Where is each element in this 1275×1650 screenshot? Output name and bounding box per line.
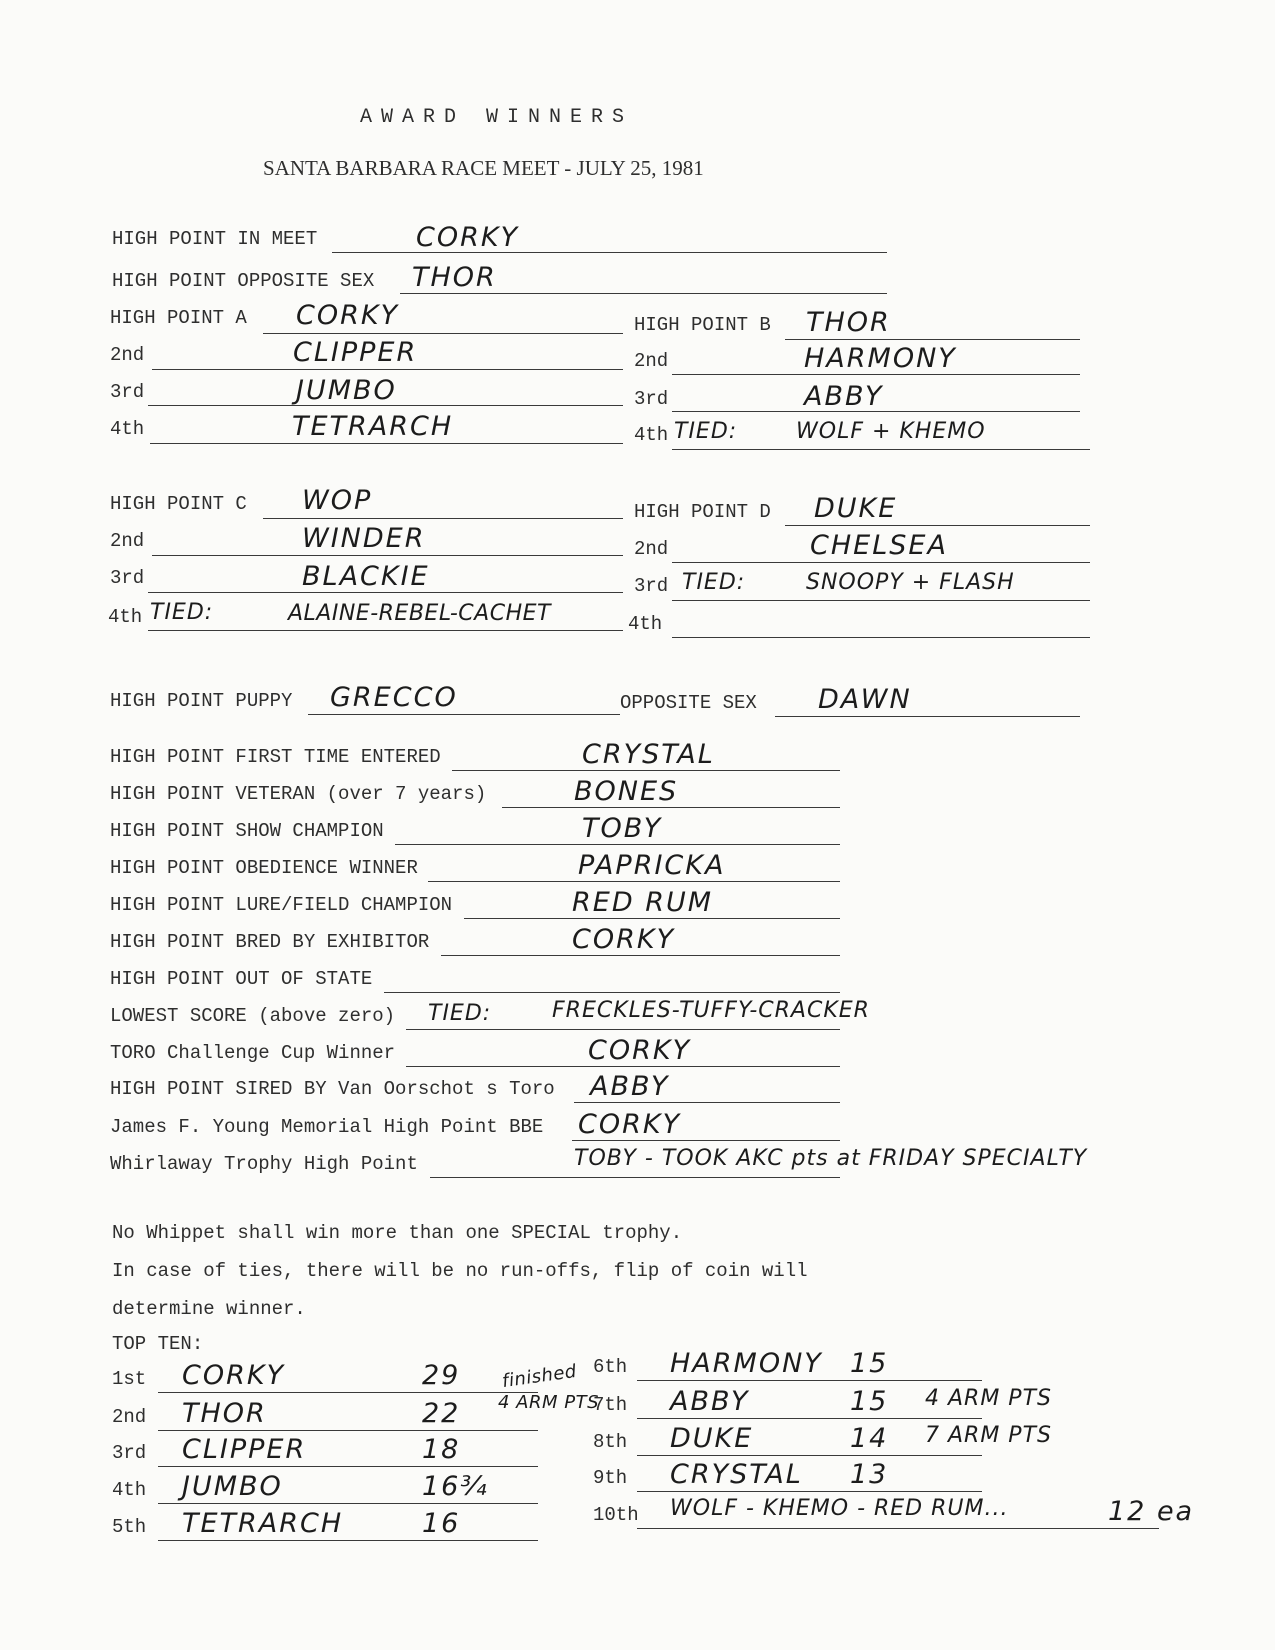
label-a-4th: 4th [110,418,145,440]
special-award-label: LOWEST SCORE (above zero) [110,1005,396,1027]
line-d-4 [672,637,1090,638]
special-award-value: CORKY [588,1035,692,1066]
top-ten-line [637,1528,1159,1529]
top-ten-name: CORKY [182,1360,286,1391]
line-b-4 [672,449,1090,450]
label-d-2nd: 2nd [634,538,669,560]
value-b-4th: WOLF + KHEMO [796,419,986,444]
top-ten-score: 16¾ [422,1471,489,1502]
special-award-label: HIGH POINT SIRED BY Van Oorschot s Toro [110,1078,555,1100]
special-award-line [464,918,840,919]
top-ten-place: 2nd [112,1406,147,1428]
label-c-2nd: 2nd [110,530,145,552]
top-ten-line [158,1503,538,1504]
line-puppy [308,714,620,715]
value-c-4th: ALAINE-REBEL-CACHET [288,601,551,626]
line-a-1 [263,333,623,334]
top-ten-score: 22 [422,1398,461,1429]
value-high-point-meet: CORKY [416,222,520,253]
special-award-tied-note: TIED: [428,1001,492,1026]
top-ten-score: 13 [850,1459,889,1490]
special-award-line [502,807,840,808]
special-award-line [452,770,840,771]
top-ten-place: 4th [112,1479,147,1501]
special-award-line [441,955,840,956]
top-ten-name: WOLF - KHEMO - RED RUM... [670,1496,1009,1521]
note-finished: finished [500,1360,579,1393]
tied-note-c-4th: TIED: [150,600,214,625]
top-ten-place: 7th [593,1394,628,1416]
top-ten-place: 9th [593,1467,628,1489]
top-ten-name: CLIPPER [182,1434,307,1465]
value-high-point-b: THOR [806,307,891,338]
special-award-label: HIGH POINT SHOW CHAMPION [110,820,384,842]
special-award-label: James F. Young Memorial High Point BBE [110,1116,544,1138]
label-puppy-opposite-sex: OPPOSITE SEX [620,692,757,714]
top-ten-name: TETRARCH [182,1508,344,1539]
special-award-label: HIGH POINT OUT OF STATE [110,968,373,990]
special-award-value: CRYSTAL [582,739,715,770]
line-c-2 [152,555,623,556]
label-high-point-puppy: HIGH POINT PUPPY [110,690,293,712]
top-ten-line [637,1455,982,1456]
top-ten-name: ABBY [670,1386,750,1417]
top-ten-line [637,1380,982,1381]
rule-line-1: No Whippet shall win more than one SPECIAL trophy. [112,1222,683,1244]
label-b-3rd: 3rd [634,388,669,410]
special-award-line [574,1102,840,1103]
value-b-2nd: HARMONY [804,343,957,374]
special-award-value: TOBY [582,813,663,844]
top-ten-place: 5th [112,1516,147,1538]
label-a-2nd: 2nd [110,344,145,366]
top-ten-score: 14 [850,1423,889,1454]
special-award-label: HIGH POINT BRED BY EXHIBITOR [110,931,430,953]
tied-note-b-4th: TIED: [674,419,738,444]
label-b-2nd: 2nd [634,350,669,372]
value-high-point-c: WOP [302,485,373,516]
line-d-2 [672,562,1090,563]
rule-line-3: determine winner. [112,1298,306,1320]
note-arm-pts-8th: 7 ARM PTS [925,1423,1052,1448]
value-a-2nd: CLIPPER [293,337,418,368]
special-award-value: PAPRICKA [578,850,726,881]
special-award-line [430,1177,840,1178]
special-award-line [384,992,840,993]
special-award-value: ABBY [590,1071,670,1102]
special-award-label: Whirlaway Trophy High Point [110,1153,418,1175]
label-high-point-a: HIGH POINT A [110,307,247,329]
value-d-3rd: SNOOPY + FLASH [806,570,1015,595]
top-ten-line [637,1491,982,1492]
line-opposite-sex [400,293,887,294]
label-opposite-sex: HIGH POINT OPPOSITE SEX [112,270,375,292]
line-d-3 [672,600,1090,601]
value-a-3rd: JUMBO [296,375,397,406]
special-award-line [406,1029,840,1030]
page-subtitle: SANTA BARBARA RACE MEET - JULY 25, 1981 [263,156,704,180]
top-ten-place: 10th [593,1504,639,1526]
top-ten-line [158,1540,538,1541]
label-a-3rd: 3rd [110,381,145,403]
label-c-3rd: 3rd [110,567,145,589]
value-high-point-a: CORKY [296,300,400,331]
label-c-4th: 4th [108,606,143,628]
value-high-point-d: DUKE [814,493,898,524]
top-ten-place: 3rd [112,1442,147,1464]
line-b-2 [672,374,1080,375]
top-ten-name: THOR [182,1398,267,1429]
top-ten-name: DUKE [670,1423,754,1454]
top-ten-heading: TOP TEN: [112,1333,204,1355]
value-d-2nd: CHELSEA [810,530,948,561]
special-award-value: CORKY [578,1109,682,1140]
value-high-point-puppy: GRECCO [330,682,458,713]
top-ten-place: 6th [593,1356,628,1378]
line-d-1 [785,525,1090,526]
line-a-4 [150,443,623,444]
line-b-1 [785,339,1080,340]
note-arm-pts-2nd: 4 ARM PTS [498,1392,600,1413]
special-award-line [395,844,840,845]
special-award-value: FRECKLES-TUFFY-CRACKER [552,998,870,1023]
special-award-line [428,881,840,882]
special-award-label: HIGH POINT OBEDIENCE WINNER [110,857,418,879]
line-c-4 [148,630,623,631]
value-a-4th: TETRARCH [292,411,454,442]
top-ten-score: 18 [422,1434,461,1465]
value-opposite-sex: THOR [412,262,497,293]
rule-line-2: In case of ties, there will be no run-offs, flip of coin will [112,1260,808,1282]
top-ten-name: JUMBO [182,1471,283,1502]
top-ten-place: 1st [112,1368,147,1390]
top-ten-score: 12 ea [1108,1496,1195,1527]
special-award-value: TOBY - TOOK AKC pts at FRIDAY SPECIALTY [574,1146,1088,1171]
special-award-label: HIGH POINT FIRST TIME ENTERED [110,746,441,768]
label-b-4th: 4th [634,424,669,446]
label-d-3rd: 3rd [634,575,669,597]
page-title: AWARD WINNERS [360,106,634,129]
special-award-value: RED RUM [572,887,714,918]
note-arm-pts-7th: 4 ARM PTS [925,1386,1052,1411]
special-award-label: HIGH POINT LURE/FIELD CHAMPION [110,894,453,916]
special-award-line [406,1066,840,1067]
label-d-4th: 4th [628,613,663,635]
top-ten-line [158,1430,538,1431]
special-award-label: TORO Challenge Cup Winner [110,1042,396,1064]
special-award-label: HIGH POINT VETERAN (over 7 years) [110,783,487,805]
top-ten-line [637,1418,982,1419]
top-ten-line [158,1392,538,1393]
value-c-2nd: WINDER [302,523,426,554]
value-c-3rd: BLACKIE [302,561,430,592]
value-b-3rd: ABBY [804,381,884,412]
line-a-2 [152,369,623,370]
top-ten-name: HARMONY [670,1348,823,1379]
top-ten-place: 8th [593,1431,628,1453]
line-c-1 [263,518,623,519]
special-award-line [572,1140,840,1141]
top-ten-score: 16 [422,1508,461,1539]
top-ten-name: CRYSTAL [670,1459,803,1490]
value-puppy-opposite-sex: DAWN [818,684,912,715]
top-ten-score: 15 [850,1386,889,1417]
label-high-point-b: HIGH POINT B [634,314,771,336]
line-c-3 [148,592,623,593]
special-award-value: BONES [574,776,679,807]
top-ten-line [158,1466,538,1467]
label-high-point-meet: HIGH POINT IN MEET [112,228,318,250]
tied-note-d-3rd: TIED: [682,570,746,595]
special-award-value: CORKY [572,924,676,955]
label-high-point-d: HIGH POINT D [634,501,771,523]
top-ten-score: 29 [422,1360,461,1391]
line-puppy-opposite [775,716,1080,717]
top-ten-score: 15 [850,1348,889,1379]
label-high-point-c: HIGH POINT C [110,493,247,515]
